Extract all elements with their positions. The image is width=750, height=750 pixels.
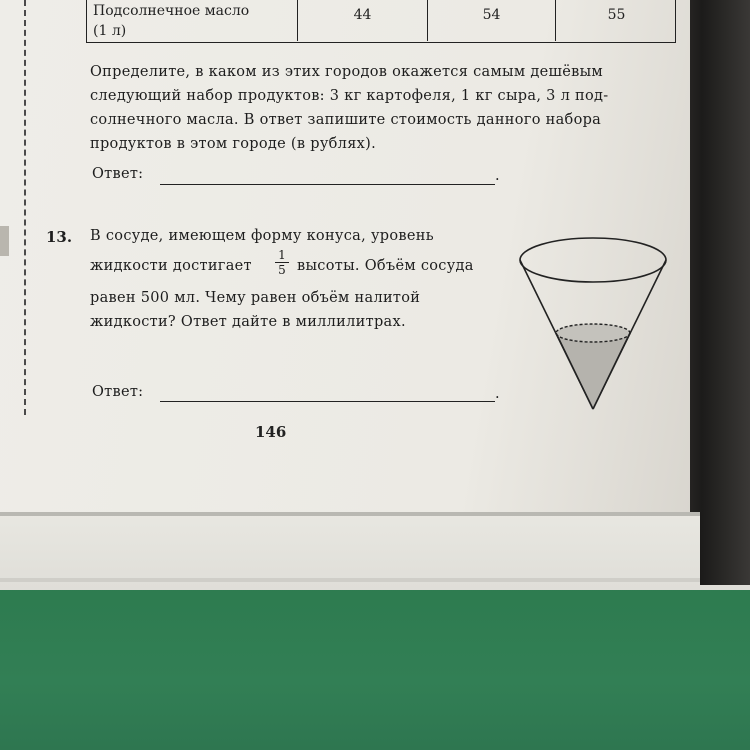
fraction-denominator: 5: [278, 263, 286, 277]
task13-text-line: высоты. Объём сосуда: [297, 258, 474, 274]
task13-answer-field[interactable]: [160, 401, 495, 402]
task12-text-line: Определите, в каком из этих городов окажется самым дешёвым: [90, 64, 604, 80]
task13-text-line: В сосуде, имеющем форму конуса, уровень: [90, 228, 434, 244]
prices-table-row: [86, 0, 676, 43]
book-binding-shadow: [700, 0, 750, 585]
task13-text-line: равен 500 мл. Чему равен объём налитой: [90, 290, 421, 306]
task12-text-line: солнечного масла. В ответ запишите стоимость данного набора: [90, 112, 602, 128]
liquid-body: [556, 333, 630, 409]
task12-text-line: следующий набор продуктов: 3 кг картофеля, 1 кг сыра, 3 л под-: [90, 88, 609, 104]
task13-text-line: жидкости достигает: [90, 258, 252, 274]
task13-number: 13.: [46, 228, 73, 246]
fraction-one-fifth: [275, 249, 289, 276]
task12-answer-field[interactable]: [160, 184, 495, 185]
task12-answer-label: Ответ:: [92, 166, 144, 182]
cone-vessel-icon: [515, 232, 675, 414]
product-name: Подсолнечное масло: [93, 3, 250, 19]
green-tablecloth: [0, 580, 750, 750]
product-unit: (1 л): [93, 23, 127, 39]
table-cell-value: 55: [555, 0, 677, 41]
table-cell-value: 54: [427, 0, 555, 41]
liquid-surface: [556, 324, 630, 342]
task13-answer-end: .: [495, 386, 500, 402]
task12-answer-end: .: [495, 168, 500, 184]
sheet-below-edge: [0, 578, 750, 582]
table-cell-product: [87, 0, 297, 41]
task13-answer-label: Ответ:: [92, 384, 144, 400]
fraction-numerator: 1: [278, 248, 286, 262]
page-tab-mark: [0, 226, 9, 256]
task12-text-line: продуктов в этом городе (в рублях).: [90, 136, 376, 152]
table-cell-value: 44: [297, 0, 427, 41]
cut-line: [24, 0, 26, 415]
page-number: 146: [255, 423, 287, 441]
page-bottom-shadow: [0, 512, 700, 516]
task13-text-line: жидкости? Ответ дайте в миллилитрах.: [90, 314, 406, 330]
cone-rim: [520, 238, 666, 282]
